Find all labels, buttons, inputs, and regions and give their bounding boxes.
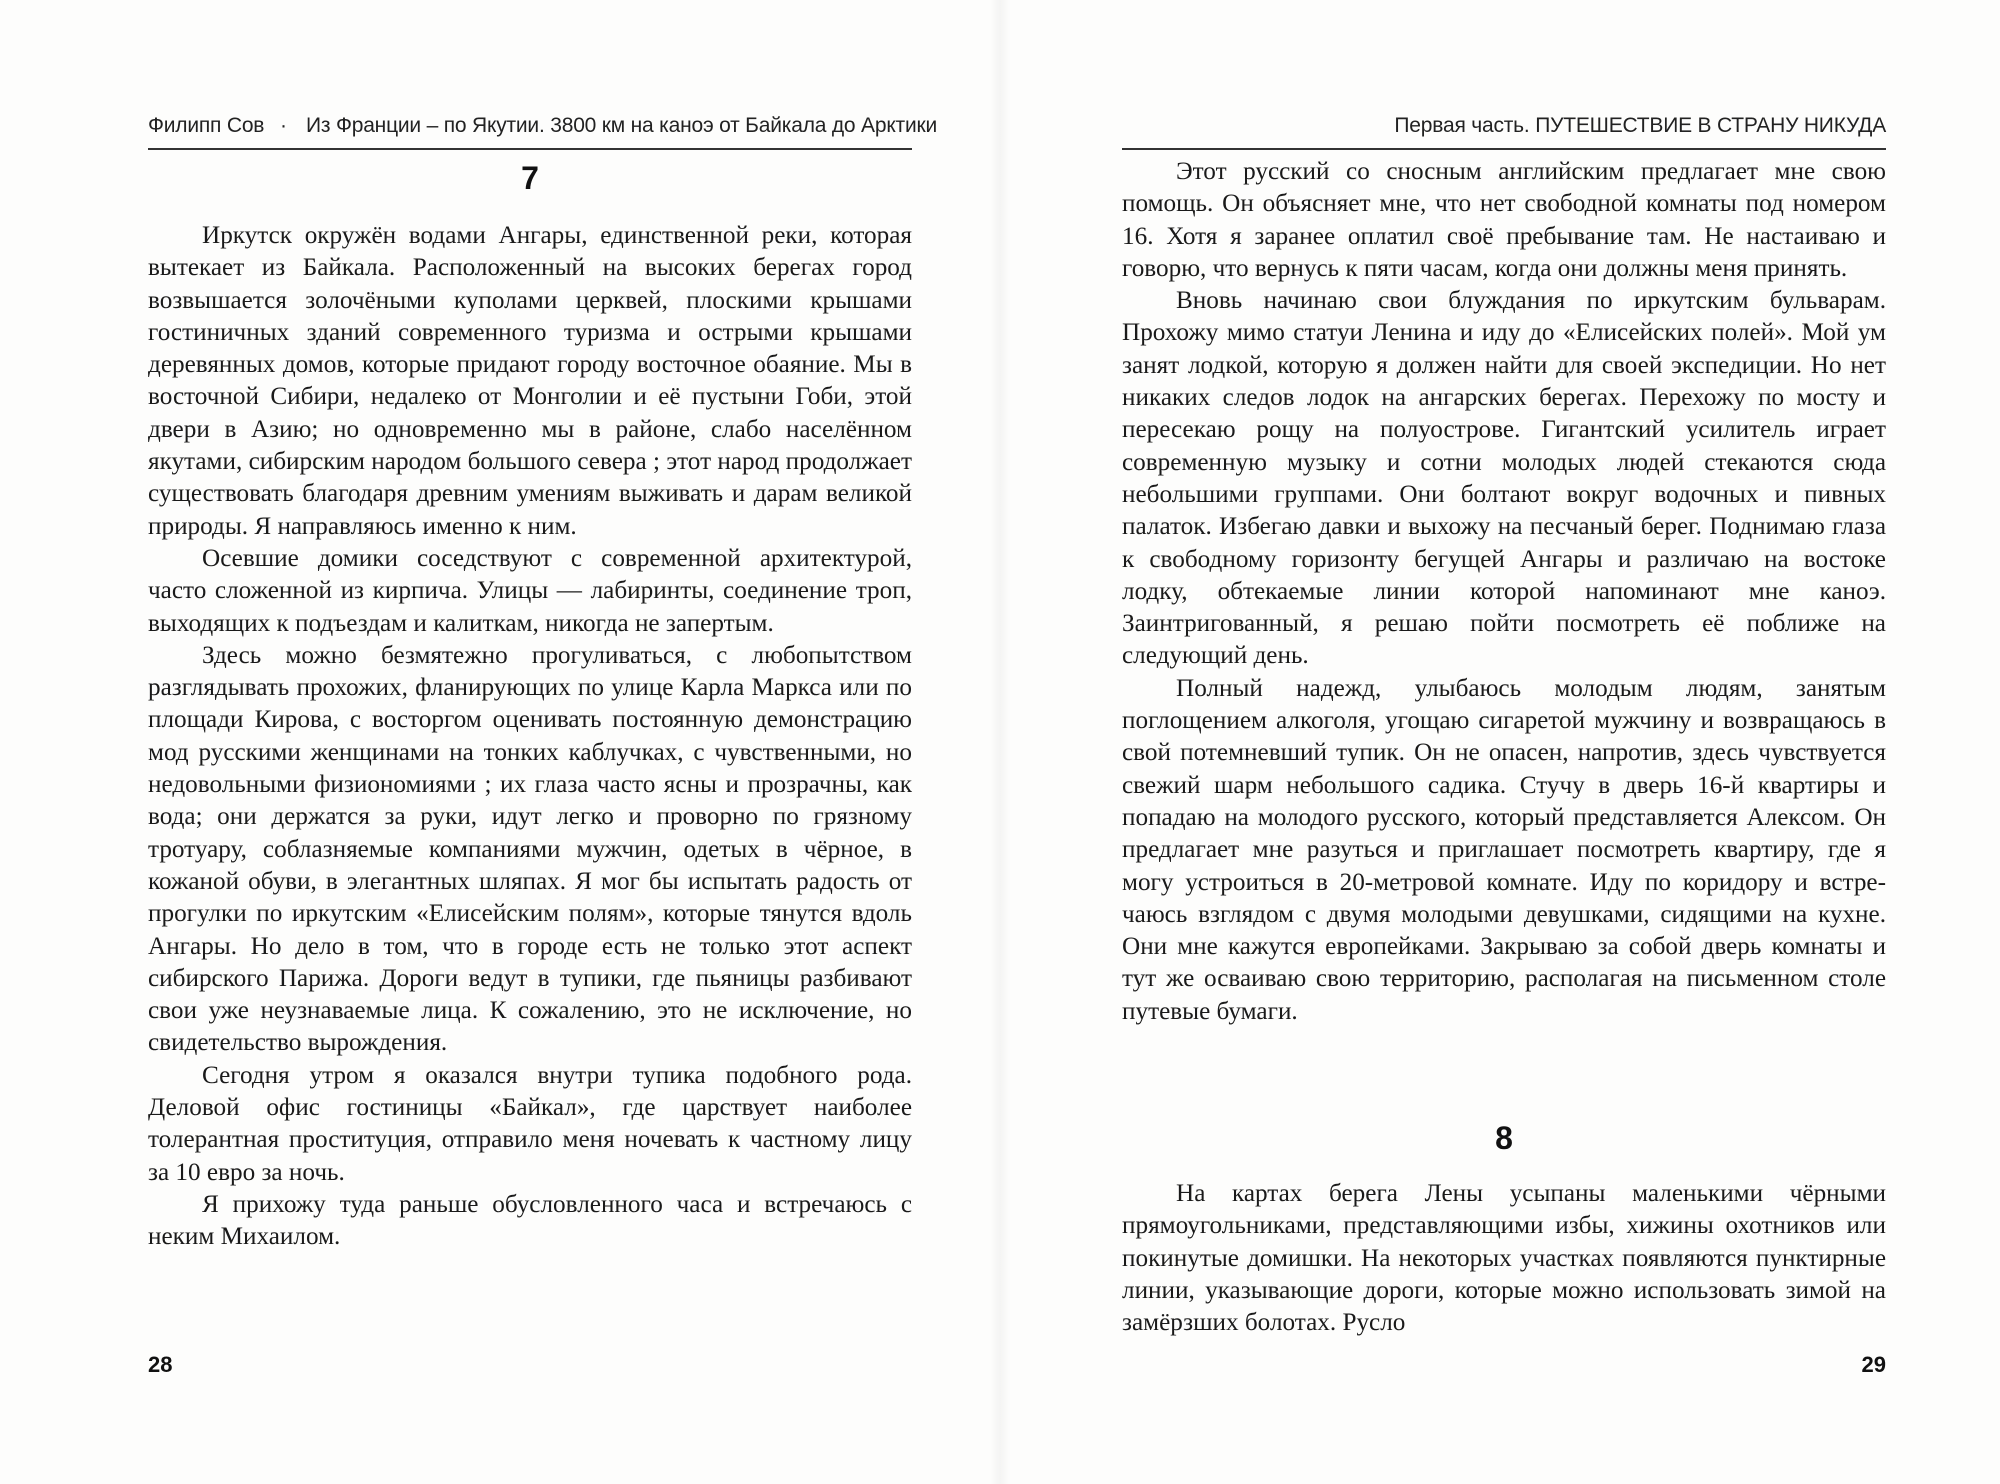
paragraph: Осевшие домики соседствуют с современной архитектурой, часто сложенной из кирпича. Улицы — лабиринты, соединение троп, выходящих к подъездам и калиткам, никогда не запертым. [148,544,912,637]
running-head-author: Филипп Сов [148,114,265,137]
page-number: 28 [148,1352,173,1377]
left-page [148,0,938,1484]
running-head-section: Первая часть. ПУТЕШЕСТВИЕ В СТРАНУ НИКУДА [1394,114,1886,137]
running-head-separator: · [280,114,287,137]
right-running-head [1122,110,1886,150]
right-body-text-bottom [1122,1178,1886,1339]
paragraph: Этот русский со сносным английским предлагает мне свою помощь. Он объясняет мне, что нет свободной комнаты под номером 16. Хотя я заранее оплатил своё пребывание там. Не настаиваю и говорю, что вернусь к пяти часам, когда они должны меня принять. [1122,158,1886,282]
running-head-book-title: Из Франции – по Якутии. 3800 км на каноэ от Байкала до Арктики [306,114,938,137]
page-number: 29 [1861,1352,1886,1377]
chapter-number: 8 [1495,1120,1513,1156]
right-body-text-top [1122,156,1886,1028]
book-gutter [990,0,1010,1484]
paragraph: На картах берега Лены усыпаны маленькими чёрными прямоугольниками, представляющими избы, хижины охотников или покинутые домишки. На некоторых участках появляются пунктирные линии, указывающие дороги, которые можно использовать зимой на замёрзших болотах. Русло [1122,1180,1886,1337]
paragraph: Полный надежд, улыбаюсь молодым людям, занятым поглощением алкоголя, угощаю сигаретой мужчину и возвращаюсь в свой потемневший тупик. Он не опасен, напротив, здесь чувствуется свежий шарм небольшого садика. Стучу в дверь 16-й квартиры и попадаю на молодого русского, который представляется Алексом. Он предлагает мне разуться и приглашает посмотреть квартиру, где я могу устроиться в 20-метровой комнате. Иду по коридору и встречаюсь взглядом с двумя молодыми девушками, сидящими на кухне. Они мне кажутся европейками. Закрываю за собой дверь комнаты и тут же осваиваю свою территорию, располагая на письменном столе путевые бумаги. [1122,674,1886,1025]
paragraph: Иркутск окружён водами Ангары, единственной реки, которая вытекает из Байкала. Расположенный на высоких берегах город возвышается золочёными куполами церквей, плоскими крышами гостиничных зданий современного туризма и острыми крышами деревянных домов, которые придают городу восточное обаяние. Мы в восточной Сибири, недалеко от Монголии и её пустыни Гоби, этой двери в Азию; но одновременно мы в районе, слабо населённом якутами, сибирским народом большого севера ; этот народ продолжает существовать благодаря древним умениям выживать и дарам великой природы. Я направляюсь именно к ним. [148,222,912,540]
paragraph: Я прихожу туда раньше обусловленного часа и встречаюсь с неким Михаилом. [148,1190,912,1251]
left-body-text [148,220,912,1254]
right-page [1122,0,1886,1484]
paragraph: Сегодня утром я оказался внутри тупика подобного рода. Деловой офис гостиницы «Байкал», где царствует наиболее толерантная проституция, отправило меня ночевать к частному лицу за 10 евро за ночь. [148,1061,912,1186]
paragraph: Вновь начинаю свои блуждания по иркутским бульварам. Прохожу мимо статуи Ленина и иду до «Елисейских полей». Мой ум занят лодкой, которую я должен найти для своей экспедиции. Но нет никаких следов лодок на ангарских берегах. Перехожу по мосту и пересекаю рощу на полуострове. Гигантский усилитель играет современную музыку и сотни молодых людей стекаются сюда небольшими группами. Они болтают вокруг водочных и пивных палаток. Избегаю давки и выхожу на песчаный берег. Поднимаю глаза к свободному горизонту бегущей Ангары и различаю на востоке лодку, обтекаемые линии которой напоминают мне каноэ. Заинтригованный, я решаю пойти посмотреть её поближе на следующий день. [1122,287,1886,670]
paragraph: Здесь можно безмятежно прогуливаться, с любопытством разглядывать прохожих, фланирующих по улице Карла Маркса или по площади Кирова, с восторгом оценивать постоянную демонстрацию мод русскими женщинами на тонких каблучках, с чувственными, но недовольными физиономиями ; их глаза часто ясны и прозрачны, как вода; они держатся за руки, идут легко и проворно по грязному тротуару, соблазняемые компаниями мужчин, одетых в чёрное, в кожаной обуви, в элегантных шляпах. Я мог бы испытать радость от прогулки по иркутским «Елисейским полям», которые тянутся вдоль Ангары. Но дело в том, что в городе есть не только этот аспект сибирского Парижа. Дороги ведут в тупики, где пьяницы разбивают свои уже неузнаваемые лица. К сожалению, это не исключение, но свидетельство вырождения. [148,641,912,1057]
left-running-head [148,110,938,150]
chapter-number: 7 [521,160,539,196]
